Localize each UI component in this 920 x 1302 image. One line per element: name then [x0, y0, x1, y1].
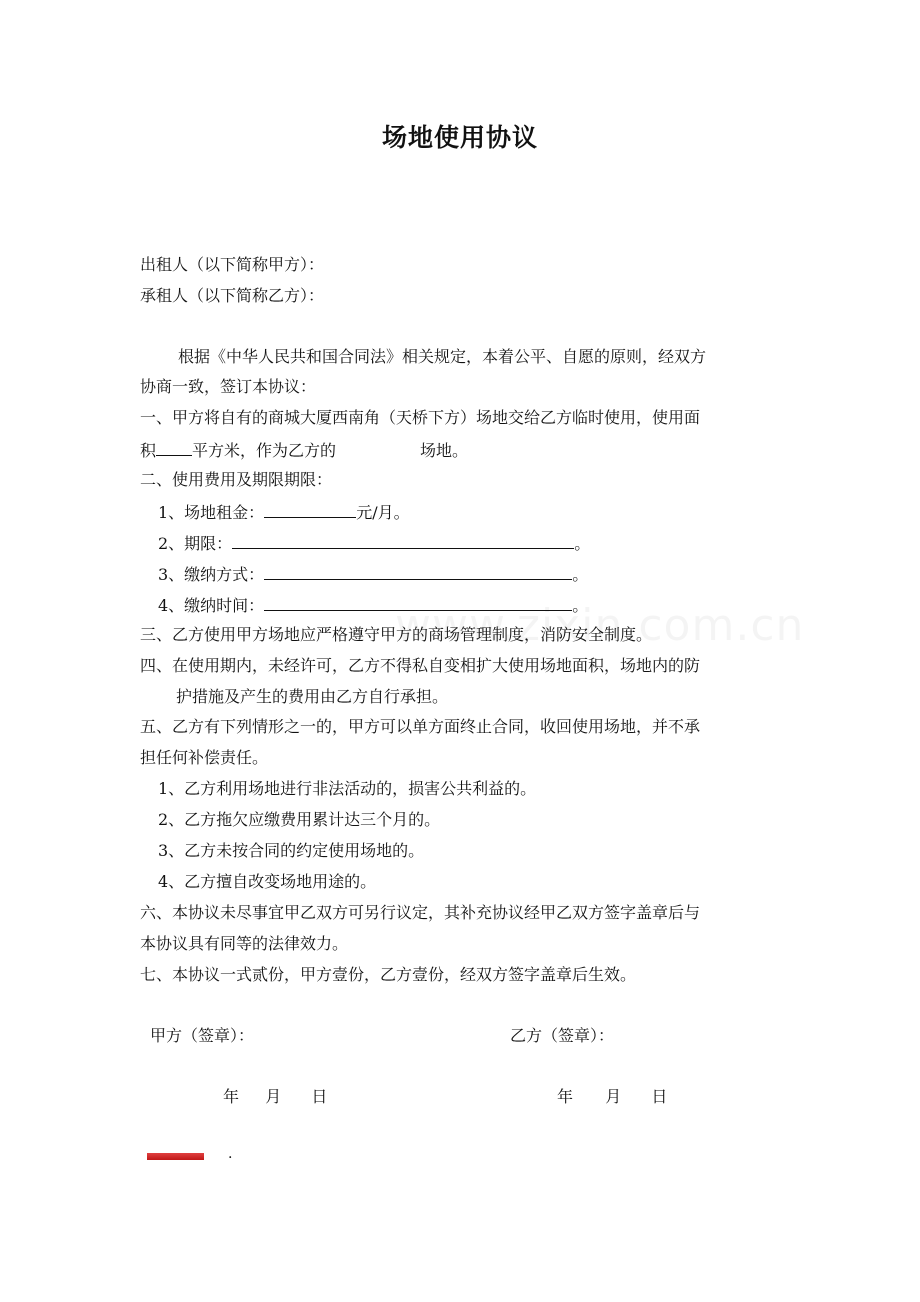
red-accent-bar	[147, 1153, 204, 1160]
payment-time-blank	[264, 594, 572, 611]
clause-5-item-3: 3、乙方未按合同的约定使用场地的。	[158, 841, 425, 860]
rent-unit: 元/月。	[356, 503, 410, 522]
clause-1-text-a: 积	[140, 441, 157, 460]
clause-6-line-2: 本协议具有同等的法律效力。	[140, 934, 349, 953]
term-blank	[232, 532, 574, 549]
payment-method-period: 。	[572, 565, 589, 584]
party-b-day: 日	[651, 1087, 668, 1106]
party-a-date	[223, 1087, 327, 1107]
payment-time-label: 4、缴纳时间：	[158, 596, 265, 615]
party-a-month: 月	[265, 1087, 282, 1106]
rent-label: 1、场地租金：	[158, 503, 265, 522]
intro-line-1: 根据《中华人民共和国合同法》相关规定，本着公平、自愿的原则，经双方	[178, 347, 707, 366]
clause-1-text-c: 场地。	[420, 441, 469, 460]
clause-2-heading: 二、使用费用及期限期限：	[140, 470, 333, 489]
lessee-label: 承租人（以下简称乙方）：	[140, 286, 325, 305]
party-a-year: 年	[223, 1087, 240, 1106]
footer-dot: .	[228, 1146, 233, 1162]
clause-1-text-b: 平方米，作为乙方的	[192, 441, 337, 460]
party-b-date	[557, 1087, 667, 1107]
payment-method-label: 3、缴纳方式：	[158, 565, 265, 584]
clause-2-item-1	[158, 501, 410, 523]
party-b-month: 月	[605, 1087, 622, 1106]
clause-5-line-2: 担任何补偿责任。	[140, 748, 269, 767]
area-blank	[156, 439, 192, 456]
document-title: 场地使用协议	[381, 123, 538, 152]
clause-5-item-4: 4、乙方擅自改变场地用途的。	[158, 872, 377, 891]
intro-line-2: 协商一致，签订本协议：	[140, 377, 317, 396]
party-a-signature-label: 甲方（签章）：	[150, 1026, 255, 1045]
clause-4-line-1: 四、在使用期内，未经许可，乙方不得私自变相扩大使用场地面积，场地内的防	[140, 656, 701, 675]
clause-1-line-2	[140, 439, 468, 461]
clause-2-item-3	[158, 563, 588, 585]
payment-method-blank	[264, 563, 572, 580]
term-period: 。	[574, 534, 591, 553]
rent-blank	[264, 501, 356, 518]
party-a-day: 日	[311, 1087, 328, 1106]
clause-5-line-1: 五、乙方有下列情形之一的，甲方可以单方面终止合同，收回使用场地，并不承	[140, 717, 701, 736]
clause-2-item-2	[158, 532, 590, 554]
clause-3: 三、乙方使用甲方场地应严格遵守甲方的商场管理制度，消防安全制度。	[140, 625, 653, 644]
party-b-year: 年	[557, 1087, 574, 1106]
clause-4-line-2: 护措施及产生的费用由乙方自行承担。	[176, 687, 449, 706]
lessor-label: 出租人（以下简称甲方）：	[140, 255, 325, 274]
clause-6-line-1: 六、本协议未尽事宜甲乙双方可另行议定，其补充协议经甲乙双方签字盖章后与	[140, 903, 701, 922]
clause-7: 七、本协议一式贰份，甲方壹份，乙方壹份，经双方签字盖章后生效。	[140, 965, 637, 984]
term-label: 2、期限：	[158, 534, 233, 553]
clause-5-item-1: 1、乙方利用场地进行非法活动的，损害公共利益的。	[158, 779, 537, 798]
party-b-signature-label: 乙方（签章）：	[510, 1026, 615, 1045]
payment-time-period: 。	[572, 596, 589, 615]
clause-5-item-2: 2、乙方拖欠应缴费用累计达三个月的。	[158, 810, 441, 829]
clause-1-line-1: 一、甲方将自有的商城大厦西南角（天桥下方）场地交给乙方临时使用，使用面	[140, 408, 701, 427]
clause-2-item-4	[158, 594, 588, 616]
